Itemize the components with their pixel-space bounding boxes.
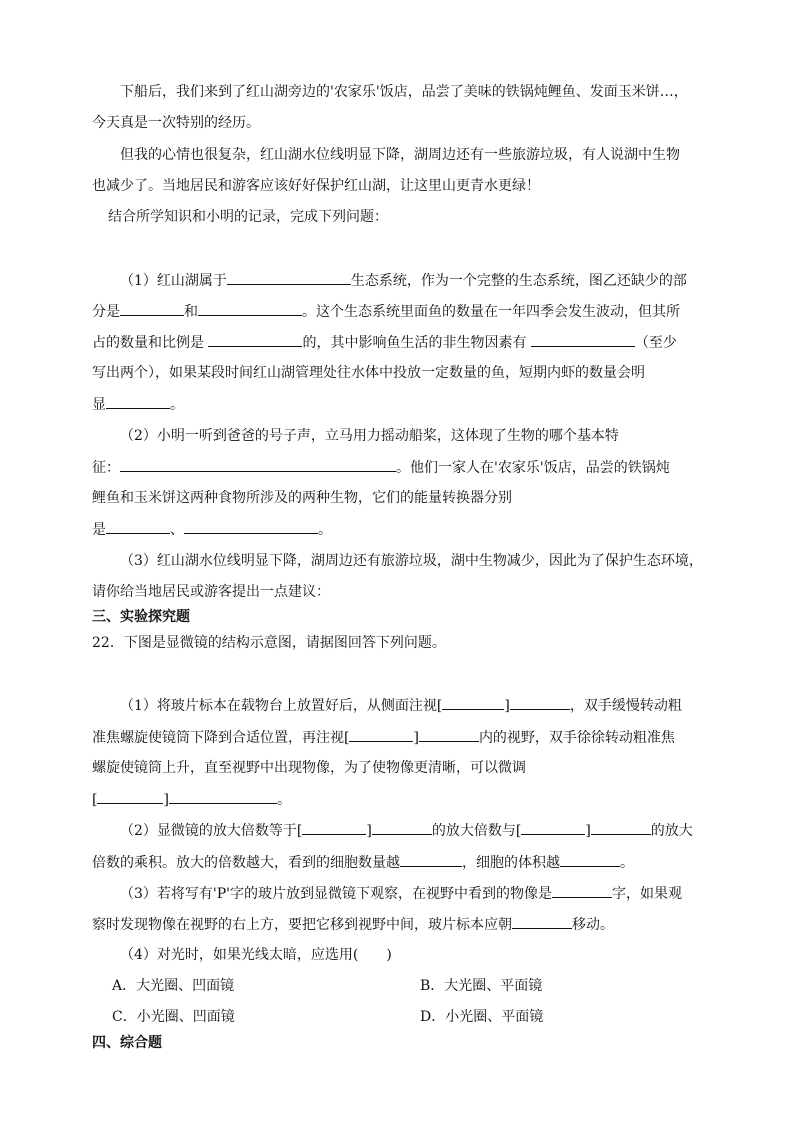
q22-text: 的放大 — [650, 823, 693, 839]
q21-text: 。 — [318, 522, 332, 538]
q21-line-1 — [120, 270, 740, 290]
answer-blank[interactable] — [442, 695, 504, 710]
q21-text: 分是 — [92, 304, 120, 320]
q22-text: 。 — [276, 792, 291, 808]
q22-text: （3）若将写有'P'字的玻片放到显微镜下观察，在视野中看到的物像是 — [120, 886, 553, 902]
q21-text: （1）红山湖属于 — [120, 273, 227, 289]
story-instruction: 结合所学知识和小明的记录，完成下列问题： — [108, 209, 388, 225]
q21-text: 征： — [92, 460, 120, 476]
answer-blank[interactable] — [97, 789, 163, 804]
q21-text: 。这个生态系统里面鱼的数量在一年四季会发生波动，但其所 — [302, 304, 680, 320]
answer-blank[interactable] — [510, 695, 570, 710]
story-paragraph-1-line-1: 下船后，我们来到了红山湖旁边的'农家乐'饭店，品尝了美味的铁锅炖鲤鱼、发面玉米饼…， — [120, 84, 688, 100]
answer-blank[interactable] — [120, 457, 396, 472]
answer-blank[interactable] — [169, 789, 277, 804]
answer-blank[interactable] — [419, 727, 479, 742]
answer-blank[interactable] — [198, 301, 302, 316]
q21-line-10: （3）红山湖水位线明显下降，湖周边还有旅游垃圾，湖中生物减少，因此为了保护生态环境， — [120, 553, 703, 569]
q22-text: 内的视野，双手徐徐转动粗准焦 — [478, 730, 675, 746]
option-d[interactable]: D．小光圈、平面镜 — [420, 1009, 544, 1025]
q21-line-8: 鲤鱼和玉米饼这两种食物所涉及的两种生物，它们的能量转换器分别 — [92, 490, 512, 506]
answer-blank[interactable] — [184, 519, 318, 534]
q21-line-2 — [92, 301, 712, 321]
q22-text: ，双手缓慢转动粗 — [569, 698, 682, 714]
answer-blank[interactable] — [560, 852, 620, 867]
answer-blank[interactable] — [208, 332, 302, 347]
q22-text: 移动。 — [572, 917, 614, 933]
option-a[interactable]: A．大光圈、凹面镜 — [112, 978, 235, 994]
q21-line-3 — [92, 332, 712, 352]
q22-text: 字，如果观 — [612, 886, 683, 902]
answer-blank[interactable] — [227, 270, 351, 285]
q22-part3-line-2 — [92, 914, 712, 934]
q22-text: 倍数的乘积。放大的倍数越大，看到的细胞数量越 — [92, 855, 400, 871]
q22-part3-line-1 — [120, 883, 740, 903]
story-paragraph-2-line-2: 也减少了。当地居民和游客应该好好保护红山湖，让这里山更青水更绿！ — [92, 178, 540, 194]
answer-blank[interactable] — [521, 820, 585, 835]
q21-line-6: （2）小明一听到爸爸的号子声，立马用力摇动船桨，这体现了生物的哪个基本特 — [120, 428, 619, 444]
q21-text: （至少 — [634, 335, 677, 351]
q22-text: ] — [585, 823, 591, 839]
answer-blank[interactable] — [302, 820, 366, 835]
q21-line-9 — [92, 519, 712, 539]
answer-blank[interactable] — [106, 394, 170, 409]
answer-blank[interactable] — [372, 820, 432, 835]
story-paragraph-1-line-2: 今天真是一次特别的经历。 — [92, 115, 260, 131]
q22-part2-line-2 — [92, 852, 712, 872]
answer-blank[interactable] — [400, 852, 462, 867]
q22-part4-question: （4）对光时，如果光线太暗，应选用( ) — [120, 947, 392, 963]
q21-text: 和 — [184, 304, 198, 320]
q22-text: 。 — [620, 855, 634, 871]
q21-text: 。 — [170, 397, 184, 413]
q21-text: 、 — [170, 522, 184, 538]
q22-text: （1）将玻片标本在载物台上放置好后，从侧面注视[ — [120, 698, 443, 714]
q21-line-11: 请你给当地居民或游客提出一点建议： — [92, 584, 330, 600]
q21-text: 。他们一家人在'农家乐'饭店，品尝的铁锅炖 — [396, 460, 670, 476]
section-4-heading: 四、综合题 — [92, 1035, 162, 1051]
q21-text: 占的数量和比例是 — [92, 335, 204, 351]
q22-text: ] — [163, 792, 169, 808]
q22-text: 准焦螺旋使镜筒下降到合适位置，再注视[ — [92, 730, 350, 746]
q21-text: 是 — [92, 522, 106, 538]
q21-text: 生态系统，作为一个完整的生态系统，图乙还缺少的部 — [350, 273, 687, 289]
q21-text: 显 — [92, 397, 106, 413]
q21-line-4: 写出两个），如果某段时间红山湖管理处往水体中投放一定数量的鱼，短期内虾的数量会明 — [92, 365, 645, 381]
q22-text: 的放大倍数与[ — [431, 823, 522, 839]
answer-blank[interactable] — [512, 914, 572, 929]
q22-part1-line-2 — [92, 727, 712, 747]
q22-text: ，细胞的体积越 — [462, 855, 560, 871]
answer-blank[interactable] — [531, 332, 635, 347]
q21-line-5 — [92, 394, 712, 414]
q22-text: ] — [413, 730, 419, 746]
option-c[interactable]: C．小光圈、凹面镜 — [112, 1009, 235, 1025]
q21-text: 的，其中影响鱼生活的非生物因素有 — [302, 335, 527, 351]
q22-text: （2）显微镜的放大倍数等于[ — [120, 823, 303, 839]
option-b[interactable]: B．大光圈、平面镜 — [420, 978, 543, 994]
q22-intro: 22．下图是显微镜的结构示意图，请据图回答下列问题。 — [92, 635, 446, 651]
answer-blank[interactable] — [106, 519, 170, 534]
q22-text: ] — [366, 823, 372, 839]
q21-line-7 — [92, 457, 712, 477]
q22-part2-line-1 — [120, 820, 740, 840]
section-3-heading: 三、实验探究题 — [92, 609, 190, 625]
q22-part1-line-1 — [120, 695, 740, 715]
q22-text: 察时发现物像在视野的右上方，要把它移到视野中间，玻片标本应朝 — [92, 917, 512, 933]
answer-blank[interactable] — [120, 301, 184, 316]
q22-part1-line-3: 螺旋使镜筒上升，直至视野中出现物像，为了使物像更清晰，可以微调 — [92, 760, 526, 776]
story-paragraph-2-line-1: 但我的心情也很复杂，红山湖水位线明显下降，湖周边还有一些旅游垃圾，有人说湖中生物 — [120, 147, 680, 163]
answer-blank[interactable] — [349, 727, 413, 742]
q22-part1-line-4 — [92, 789, 712, 809]
answer-blank[interactable] — [591, 820, 651, 835]
q22-text: ] — [504, 698, 510, 714]
q22-text: [ — [92, 792, 98, 808]
answer-blank[interactable] — [552, 883, 612, 898]
